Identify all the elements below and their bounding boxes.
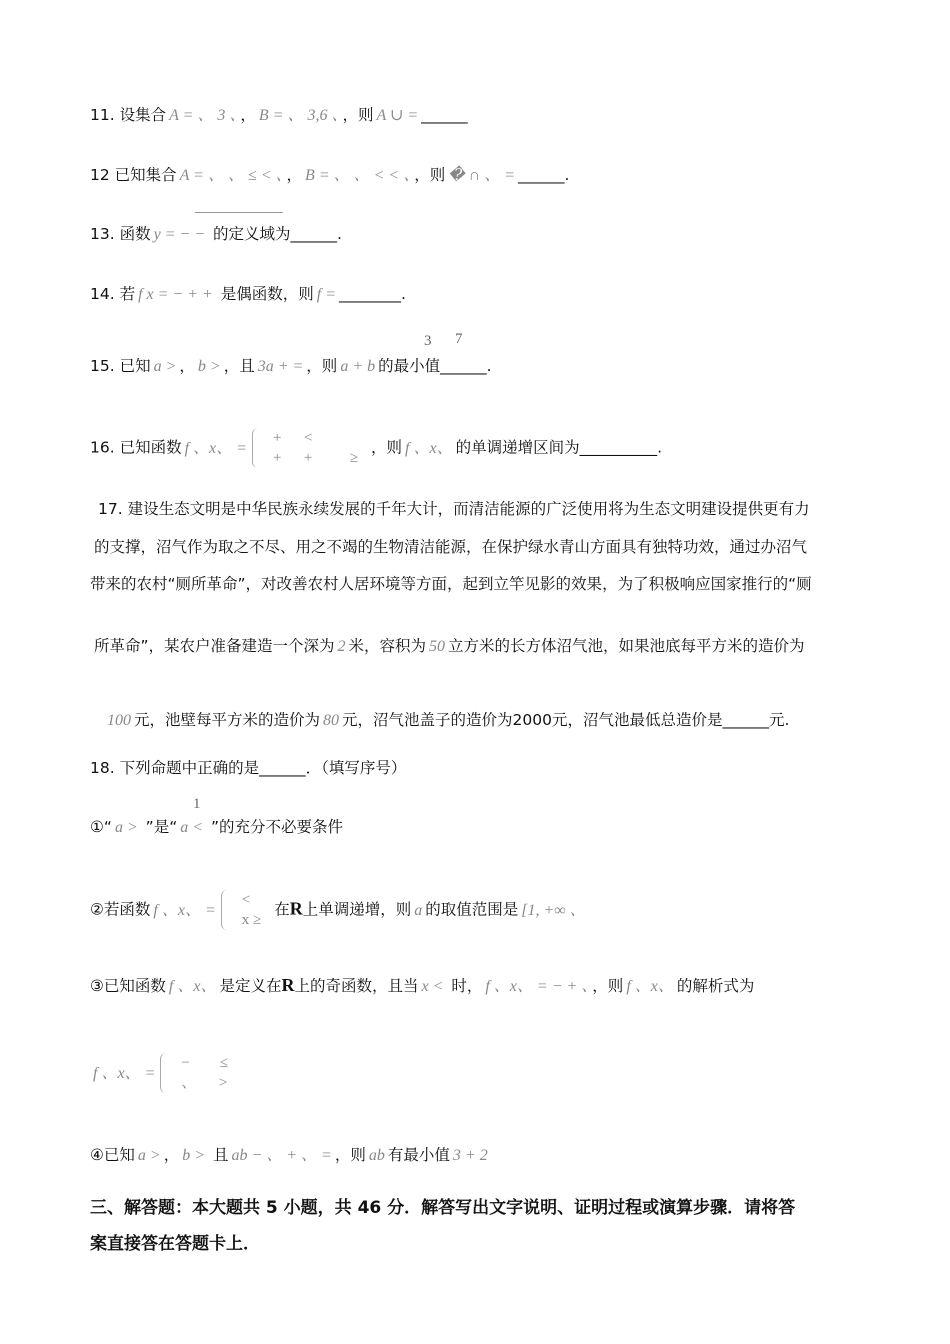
option-4	[90, 1145, 491, 1166]
section-heading: 案直接答在答题卡上．	[90, 1234, 260, 1254]
text-segment: 17. 建设生态文明是中华民族永续发展的千年大计，而清洁能源的广泛使用将为生态文明建设提供更有力	[98, 500, 810, 518]
question-18	[90, 758, 406, 778]
text-segment: 的解析式为	[676, 977, 755, 995]
piecewise-cases	[252, 428, 358, 468]
text-segment: 上单调递增，则	[302, 900, 412, 919]
fraction-numerator: 7	[455, 331, 463, 347]
text-segment: R	[289, 898, 303, 919]
text-segment: ”的充分不必要条件	[206, 818, 343, 836]
math-fragment: f =	[316, 286, 336, 303]
math-fragment: B = 、 3,6 、	[258, 107, 340, 124]
math-fragment: y = − −	[153, 226, 206, 243]
text-segment: 上的奇函数，且当	[294, 977, 419, 995]
math-fragment: f 、x、 =	[93, 1064, 156, 1082]
question-14	[90, 284, 406, 305]
text-segment: ，	[240, 106, 256, 124]
math-fragment: b >	[197, 358, 221, 375]
question-16	[90, 428, 662, 468]
text-segment: ①“	[90, 818, 112, 836]
text-segment: 14. 若	[90, 285, 136, 303]
math-fragment: a >	[153, 358, 177, 375]
option-3	[90, 975, 754, 997]
question-17-line	[98, 499, 810, 519]
math-fragment: 2	[337, 638, 346, 655]
math-fragment: f 、x、 =	[153, 901, 216, 919]
text-segment: ，则	[592, 977, 624, 995]
text-segment: 元，池壁每平方米的造价为	[134, 711, 321, 729]
math-fragment: a >	[137, 1147, 161, 1164]
text-segment: 13. 函数	[90, 225, 151, 243]
question-17-line	[94, 537, 807, 557]
math-fragment: a + b	[340, 358, 376, 375]
case-rows	[242, 890, 261, 930]
case-rows	[273, 428, 358, 468]
text-segment: ④已知	[90, 1146, 135, 1164]
case-row: x ≥	[241, 912, 262, 928]
text-segment: 有最小值	[387, 1146, 450, 1164]
case-row: + + ≥	[272, 450, 359, 466]
option-1	[90, 817, 343, 838]
question-15	[90, 356, 492, 377]
text-segment: ，则	[342, 106, 374, 124]
piecewise-cases	[221, 890, 261, 930]
text-segment: 时，	[446, 977, 483, 995]
text-segment: 11. 设集合	[90, 106, 167, 124]
case-rows	[181, 1053, 228, 1093]
math-fragment: f 、x、	[168, 978, 217, 995]
math-fragment: B = 、 、 < < 、	[305, 167, 412, 184]
text-segment: ，	[163, 1146, 180, 1164]
math-fragment: 3 + 2	[452, 1147, 488, 1164]
text-segment: 是偶函数，则	[215, 285, 314, 303]
math-fragment: f 、x、	[626, 978, 674, 995]
option-3-answer	[90, 1053, 236, 1093]
text-segment: 15. 已知	[90, 357, 151, 375]
math-fragment: 50	[429, 638, 446, 655]
text-segment: 的最小值______.	[378, 357, 492, 375]
case-row: − ≤	[181, 1055, 229, 1071]
question-12	[90, 165, 569, 186]
math-fragment: a	[414, 901, 423, 919]
text-segment: 的定义域为______.	[208, 225, 342, 243]
text-segment: ，	[179, 357, 195, 375]
text-segment: 12 已知集合	[90, 166, 177, 184]
math-fragment: 80	[323, 712, 340, 729]
math-fragment: ab	[368, 1147, 385, 1164]
text-segment: 米，容积为	[348, 637, 427, 655]
math-fragment: x <	[421, 978, 444, 995]
case-row: + <	[272, 430, 313, 446]
text-segment: ，则	[334, 1146, 366, 1164]
text-segment: 元，沼气池盖子的造价为2000元，沼气池最低总造价是______元.	[342, 711, 790, 729]
math-fragment: a <	[180, 819, 204, 836]
text-segment: ________.	[339, 285, 406, 303]
text-segment: ”是“	[140, 818, 178, 836]
text-segment: 16. 已知函数	[90, 438, 182, 457]
brace-icon	[160, 1053, 167, 1093]
text-segment: R	[281, 975, 295, 995]
text-segment: 的取值范围是	[425, 900, 519, 919]
text-segment: ，且	[223, 357, 255, 375]
text-segment: 在	[274, 900, 290, 919]
piecewise-cases	[160, 1053, 228, 1093]
text-segment: 立方米的长方体沼气池，如果池底每平方米的造价为	[448, 637, 805, 655]
question-17-line	[94, 636, 805, 657]
math-fragment: b >	[182, 1147, 206, 1164]
text-segment: ______.	[518, 166, 570, 184]
brace-icon	[221, 890, 228, 930]
math-fragment: f 、x、 =	[184, 439, 247, 457]
text-segment: 的支撑，沼气作为取之不尽、用之不竭的生物清洁能源，在保护绿水青山方面具有独特功效，通过办沼气	[94, 538, 808, 556]
fraction-numerator: 1	[193, 796, 201, 812]
section-heading: 三、解答题：本大题共 5 小题，共 46 分．解答写出文字说明、证明过程或演算步骤．请将答	[90, 1198, 796, 1218]
question-17-line	[90, 574, 812, 594]
math-fragment: 100	[107, 712, 131, 729]
text-segment: ，则	[306, 357, 338, 375]
math-fragment: A = 、 、 ≤ < 、	[179, 167, 284, 184]
text-segment: ②若函数	[90, 900, 151, 919]
text-segment: ______	[421, 106, 468, 124]
math-fragment: f 、x、 = − + 、	[485, 978, 590, 995]
text-segment: 18. 下列命题中正确的是______．（填写序号）	[90, 759, 407, 777]
case-row: <	[241, 892, 251, 908]
case-row: 、 >	[181, 1075, 228, 1091]
question-17-line	[104, 710, 789, 731]
question-11	[90, 105, 468, 126]
text-segment: 是定义在	[219, 977, 282, 995]
text-segment: ，	[286, 166, 303, 184]
text-segment: ③已知函数	[90, 977, 166, 995]
math-fragment: A = 、 3 、	[169, 107, 238, 124]
math-fragment: � ∩ 、 =	[448, 167, 515, 184]
text-segment: 的单调递增区间为__________.	[455, 438, 663, 457]
math-fragment: 3a + =	[257, 358, 304, 375]
math-fragment: [1, +∞ 、	[521, 901, 586, 919]
fraction-numerator: 3	[424, 333, 432, 349]
radical-bar	[195, 212, 283, 213]
math-fragment: f 、x、	[405, 439, 453, 457]
text-segment: ，则	[414, 166, 446, 184]
text-segment: 带来的农村“厕所革命”，对改善农村人居环境等方面，起到立竿见影的效果，为了积极响应国家推行的“厕	[90, 575, 812, 593]
math-fragment: A ∪ =	[376, 107, 419, 124]
math-fragment: a >	[114, 819, 138, 836]
text-segment: ，则	[371, 438, 403, 457]
question-13	[90, 224, 342, 245]
text-segment: 且	[208, 1146, 229, 1164]
brace-icon	[252, 428, 259, 468]
option-2	[90, 890, 589, 930]
text-segment: 所革命”，某农户准备建造一个深为	[94, 637, 335, 655]
math-fragment: f x = − + +	[138, 286, 213, 303]
math-fragment: ab − 、 + 、 =	[231, 1147, 332, 1164]
